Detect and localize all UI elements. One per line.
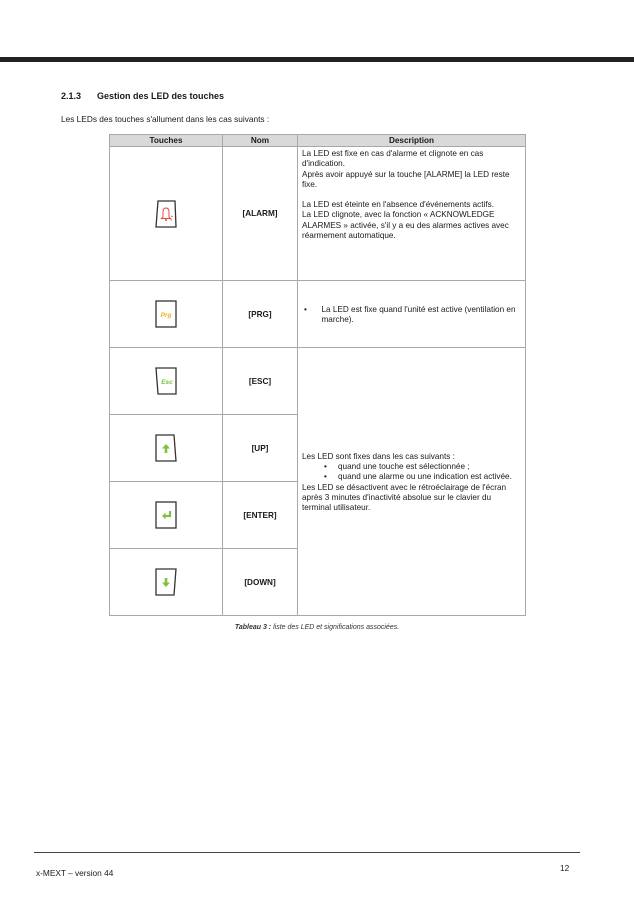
- table-row: [110, 348, 526, 415]
- description-line: La LED est fixe en cas d'alarme et clignote en cas d'indication.: [302, 149, 484, 169]
- header-touches: Touches: [110, 135, 223, 147]
- page-number: 12: [560, 863, 570, 873]
- shared-description-outro: Les LED se désactivent avec le rétroéclairage de l'écran après 3 minutes d'inactivité absolue sur le clavier du terminal utilisateur.: [302, 482, 507, 513]
- key-name: [PRG]: [223, 281, 298, 348]
- header-description: Description: [298, 135, 526, 147]
- key-name: [ESC]: [223, 348, 298, 415]
- key-cell: [110, 147, 223, 281]
- arrow-down-icon: [154, 567, 178, 597]
- arrow-up-icon: [154, 433, 178, 463]
- alarm-bell-icon: [154, 199, 178, 229]
- shared-description-bullets: [302, 462, 521, 483]
- enter-arrow-icon: [154, 500, 178, 530]
- caption-label: Tableau 3 :: [234, 624, 272, 631]
- svg-text:Esc: Esc: [161, 379, 173, 386]
- table-caption: [0, 624, 634, 631]
- section-heading: [61, 91, 224, 101]
- section-title: Gestion des LED des touches: [97, 91, 225, 101]
- description-cell: [298, 147, 526, 281]
- svg-text:Prg: Prg: [160, 312, 172, 319]
- description-line: La LED clignote, avec la fonction « ACKNOWLEDGE ALARMES » activée, s'il y a eu des alarmes actives avec réarmement automatique.: [302, 210, 509, 241]
- prg-icon: [154, 299, 178, 329]
- section-number: 2.1.3: [61, 91, 82, 101]
- header-bar: [0, 57, 634, 62]
- intro-text: Les LEDs des touches s'allument dans les cas suivants :: [61, 114, 270, 124]
- key-cell: [110, 549, 223, 616]
- key-name: [ENTER]: [223, 482, 298, 549]
- table-row: [110, 147, 526, 281]
- key-cell: [110, 415, 223, 482]
- table-row: [110, 281, 526, 348]
- table-header-row: [110, 135, 526, 147]
- list-item: • quand une touche est sélectionnée ;: [324, 461, 470, 471]
- key-name: [ALARM]: [223, 147, 298, 281]
- shared-description-cell: [298, 348, 526, 616]
- footer-rule: [34, 852, 580, 853]
- key-cell: [110, 281, 223, 348]
- key-name: [UP]: [223, 415, 298, 482]
- shared-description-intro: Les LED sont fixes dans les cas suivants :: [302, 451, 455, 461]
- led-table: [109, 134, 526, 616]
- description-line: Après avoir appuyé sur la touche [ALARME] la LED reste fixe.: [302, 169, 510, 189]
- footer-document-version: x-MEXT – version 44: [36, 868, 114, 878]
- key-cell: [110, 348, 223, 415]
- key-cell: [110, 482, 223, 549]
- description-line: La LED est éteinte en l'absence d'événements actifs.: [302, 200, 495, 210]
- bullet: •: [304, 305, 307, 314]
- description-cell: [298, 281, 526, 348]
- caption-text: liste des LED et significations associées.: [271, 624, 400, 631]
- list-item: • quand une alarme ou une indication est activée.: [324, 472, 512, 482]
- description-bullet: La LED est fixe quand l'unité est active (ventilation en marche).: [321, 305, 516, 325]
- header-nom: Nom: [223, 135, 298, 147]
- esc-icon: [154, 366, 178, 396]
- key-name: [DOWN]: [223, 549, 298, 616]
